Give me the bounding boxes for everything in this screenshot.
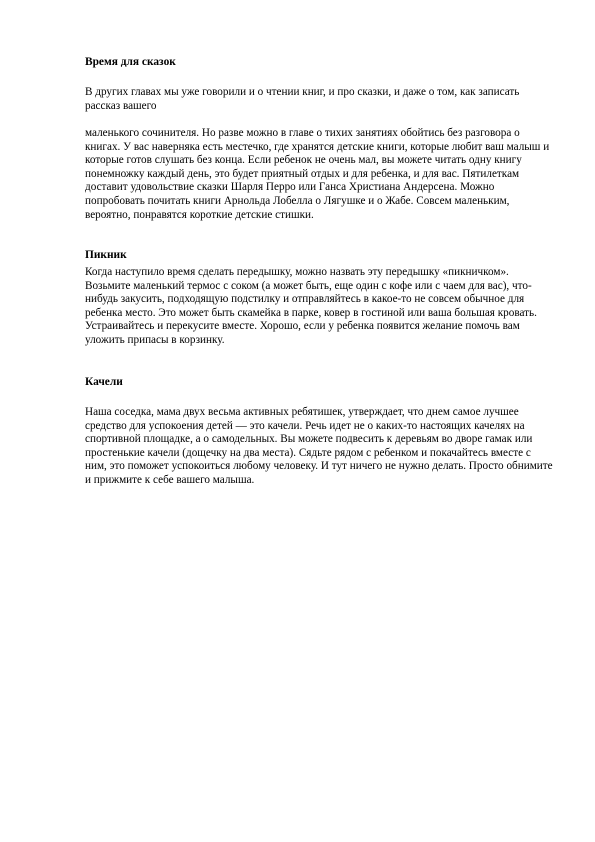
section-heading-stories: Время для сказок bbox=[85, 56, 176, 68]
section-paragraph: В других главах мы уже говорили и о чтении книг, и про сказки, и даже о том, как записать рассказ вашего bbox=[85, 86, 520, 112]
section-paragraph: Когда наступило время сделать передышку, можно назвать эту передышку «пикничком». Возьмите маленький термос с соком (а может быть, еще один с кофе или с чаем для вас), что-нибудь закусить, подходящую подстилку и отправляйтесь в какое-то не совсем обычное для ребенка место. Это может быть скамейка в парке, ковер в гостиной или ваша большая кровать. Устраивайтесь и перекусите вместе. Хорошо, если у ребенка появится желание помочь вам уложить припасы в корзинку. bbox=[85, 266, 537, 346]
section-paragraph: маленького сочинителя. Но разве можно в главе о тихих занятиях обойтись без разговора о книгах. У вас наверняка есть местечко, где хранятся детские книги, которые любит ваш малыш и которые готов слушать без конца. Если ребенок не очень мал, вы можете читать одну книгу понемножку каждый день, это будет приятный отдых и для ребенка, и для вас. Пятилеткам доставит удовольствие сказки Шарля Перро или Ганса Христиана Андерсена. Можно попробовать почитать книги Арнольда Лобелла о Лягушке и о Жабе. Совсем маленьким, вероятно, понравятся короткие детские стишки. bbox=[85, 127, 550, 221]
section-paragraph: Наша соседка, мама двух весьма активных ребятишек, утверждает, что днем самое лучшее средство для успокоения детей — это качели. Речь идет не о каких-то настоящих качелях на спортивной площадке, а о самодельных. Вы можете подвесить к деревьям во дворе гамак или простенькие качели (дощечку на два места). Сядьте рядом с ребенком и покачайтесь вместе с ним, это поможет успокоиться любому человеку. И тут ничего не нужно делать. Просто обнимите и прижмите к себе вашего малыша. bbox=[85, 406, 553, 486]
section-heading-swing: Качели bbox=[85, 376, 123, 388]
section-heading-picnic: Пикник bbox=[85, 249, 127, 261]
